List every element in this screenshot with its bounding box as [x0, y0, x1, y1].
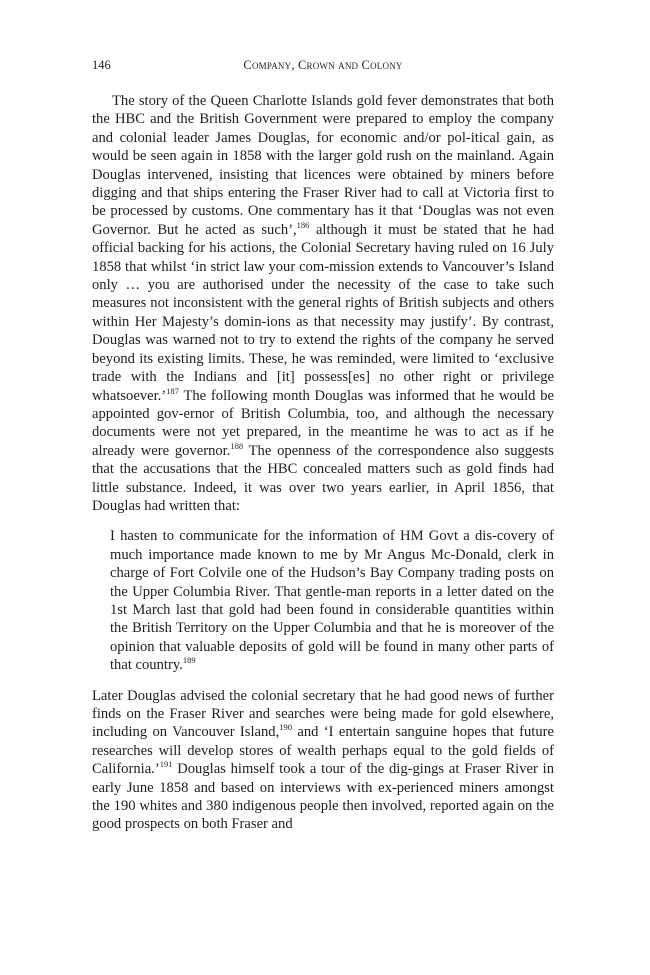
paragraph-1-text-c: The following month Douglas was informed that he would be appointed gov-ernor of British Columbia, too, and although the necessary documents were not yet prepared, in the meantime he was to act as if he already were governor. — [92, 387, 554, 459]
block-quote-text: I hasten to communicate for the information of HM Govt a dis-covery of much importance made known to me by Mr Angus Mc-Donald, clerk in charge of Fort Colvile one of the Hudson’s Bay Company trading posts on the Upper Columbia River. That gentle-man reports in a letter dated on the 1st March last that gold had been found in considerable quantities within the British Territory on the Upper Columbia and that he is moreover of the opinion that valuable deposits of gold will be found in many other parts of that country. — [110, 528, 554, 674]
block-quote — [110, 527, 554, 674]
page-number: 146 — [92, 58, 111, 72]
body-text — [92, 92, 554, 834]
paragraph-2-text-c: Douglas himself took a tour of the dig-gings at Fraser River in early June 1858 and based on interviews with ex-perienced miners amongst the 190 whites and 380 indigenous people then involved, reported again on the good prospects on both Fraser and — [92, 761, 554, 833]
paragraph-1-text-b: although it must be stated that he had official backing for his actions, the Colonial Secretary having ruled on 16 July 1858 that whilst ‘in strict law your com-mission extends to Vancouver’s Island only … you are authorised under the necessity of the case to take such measures not inconsistent with the general rights of British subjects and others within Her Majesty’s domin-ions as that necessity may justify’. By contrast, Douglas was warned not to try to extend the rights of the company he served beyond its existing limits. These, he was reminded, were limited to ‘exclusive trade with the Indians and [it] possess[es] no other right or privilege whatsoever.’ — [92, 221, 554, 404]
footnote-ref-189: 189 — [182, 655, 196, 666]
paragraph-2-text-b: and ‘I entertain sanguine hopes that future researches will develop stores of wealth perhaps equal to the gold fields of California.’ — [92, 724, 554, 778]
paragraph-1-text-a: The story of the Queen Charlotte Islands gold fever demonstrates that both the HBC and the British Government were prepared to employ the company and colonial leader James Douglas, for economic and/or pol-itical gain, as would be seen again in 1858 with the larger gold rush on the mainland. Again Douglas intervened, insisting that licences were obtained by miners before digging and that ships entering the Fraser River had to call at Victoria first to be processed by customs. One commentary has it that ‘Douglas was not even Governor. But he acted as such’, — [92, 93, 554, 238]
paragraph-1 — [92, 92, 554, 515]
running-head — [92, 55, 554, 75]
footnote-ref-186: 186 — [296, 219, 310, 230]
footnote-ref-191: 191 — [159, 759, 173, 770]
footnote-ref-190: 190 — [279, 722, 292, 733]
paragraph-2 — [92, 687, 554, 834]
footnote-ref-187: 187 — [166, 385, 179, 396]
footnote-ref-188: 188 — [230, 440, 244, 451]
paragraph-2-text-a: Later Douglas advised the colonial secretary that he had good news of further finds on the Fraser River and searches were being made for gold elsewhere, including on Vancouver Island, — [92, 687, 554, 741]
paragraph-1-text-d: The openness of the correspondence also suggests that the accusations that the HBC concealed matters such as gold finds had little substance. Indeed, it was over two years earlier, in April 1856, that Douglas had written that: — [92, 442, 554, 514]
running-title: Company, Crown and Colony — [243, 58, 403, 72]
